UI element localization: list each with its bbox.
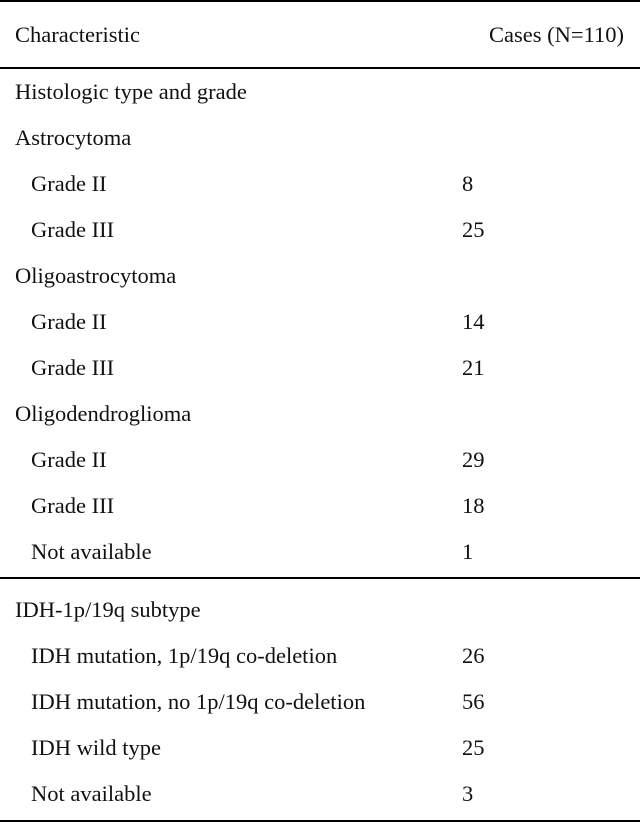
row-label: IDH wild type xyxy=(31,735,161,760)
table-row xyxy=(0,633,640,679)
row-label: Not available xyxy=(31,539,152,564)
table-row xyxy=(0,483,640,529)
table-row xyxy=(0,679,640,725)
table-row xyxy=(0,161,640,207)
row-label: Grade II xyxy=(31,171,107,196)
header-characteristic: Characteristic xyxy=(15,22,140,47)
row-value: 3 xyxy=(462,781,474,806)
table-header xyxy=(0,2,640,68)
table-row xyxy=(0,345,640,391)
table-row xyxy=(0,725,640,771)
table-row xyxy=(0,69,640,115)
table-row xyxy=(0,391,640,437)
row-label: Grade II xyxy=(31,309,107,334)
row-value: 26 xyxy=(462,643,485,668)
header-cases: Cases (N=110) xyxy=(489,22,624,47)
table-row xyxy=(0,207,640,253)
table-row xyxy=(0,437,640,483)
row-label: Grade III xyxy=(31,493,115,518)
row-label: Not available xyxy=(31,781,152,806)
row-label: Grade III xyxy=(31,217,115,242)
table-row xyxy=(0,529,640,575)
row-label: IDH mutation, no 1p/19q co-deletion xyxy=(31,689,366,714)
table-row xyxy=(0,587,640,633)
table-row xyxy=(0,253,640,299)
table-row xyxy=(0,771,640,817)
row-value: 14 xyxy=(462,309,485,334)
section-rule xyxy=(0,577,640,579)
row-value: 18 xyxy=(462,493,485,518)
row-label: IDH-1p/19q subtype xyxy=(15,597,201,622)
row-label: IDH mutation, 1p/19q co-deletion xyxy=(31,643,338,668)
row-value: 21 xyxy=(462,355,485,380)
row-value: 25 xyxy=(462,217,485,242)
table-row xyxy=(0,115,640,161)
row-label: Grade II xyxy=(31,447,107,472)
row-value: 1 xyxy=(462,539,474,564)
row-label: Astrocytoma xyxy=(15,125,132,150)
row-value: 25 xyxy=(462,735,485,760)
row-label: Histologic type and grade xyxy=(15,79,247,104)
table-row xyxy=(0,299,640,345)
row-value: 8 xyxy=(462,171,474,196)
row-value: 56 xyxy=(462,689,485,714)
row-label: Oligoastrocytoma xyxy=(15,263,177,288)
bottom-rule xyxy=(0,820,640,822)
row-label: Grade III xyxy=(31,355,115,380)
row-value: 29 xyxy=(462,447,485,472)
row-label: Oligodendroglioma xyxy=(15,401,192,426)
